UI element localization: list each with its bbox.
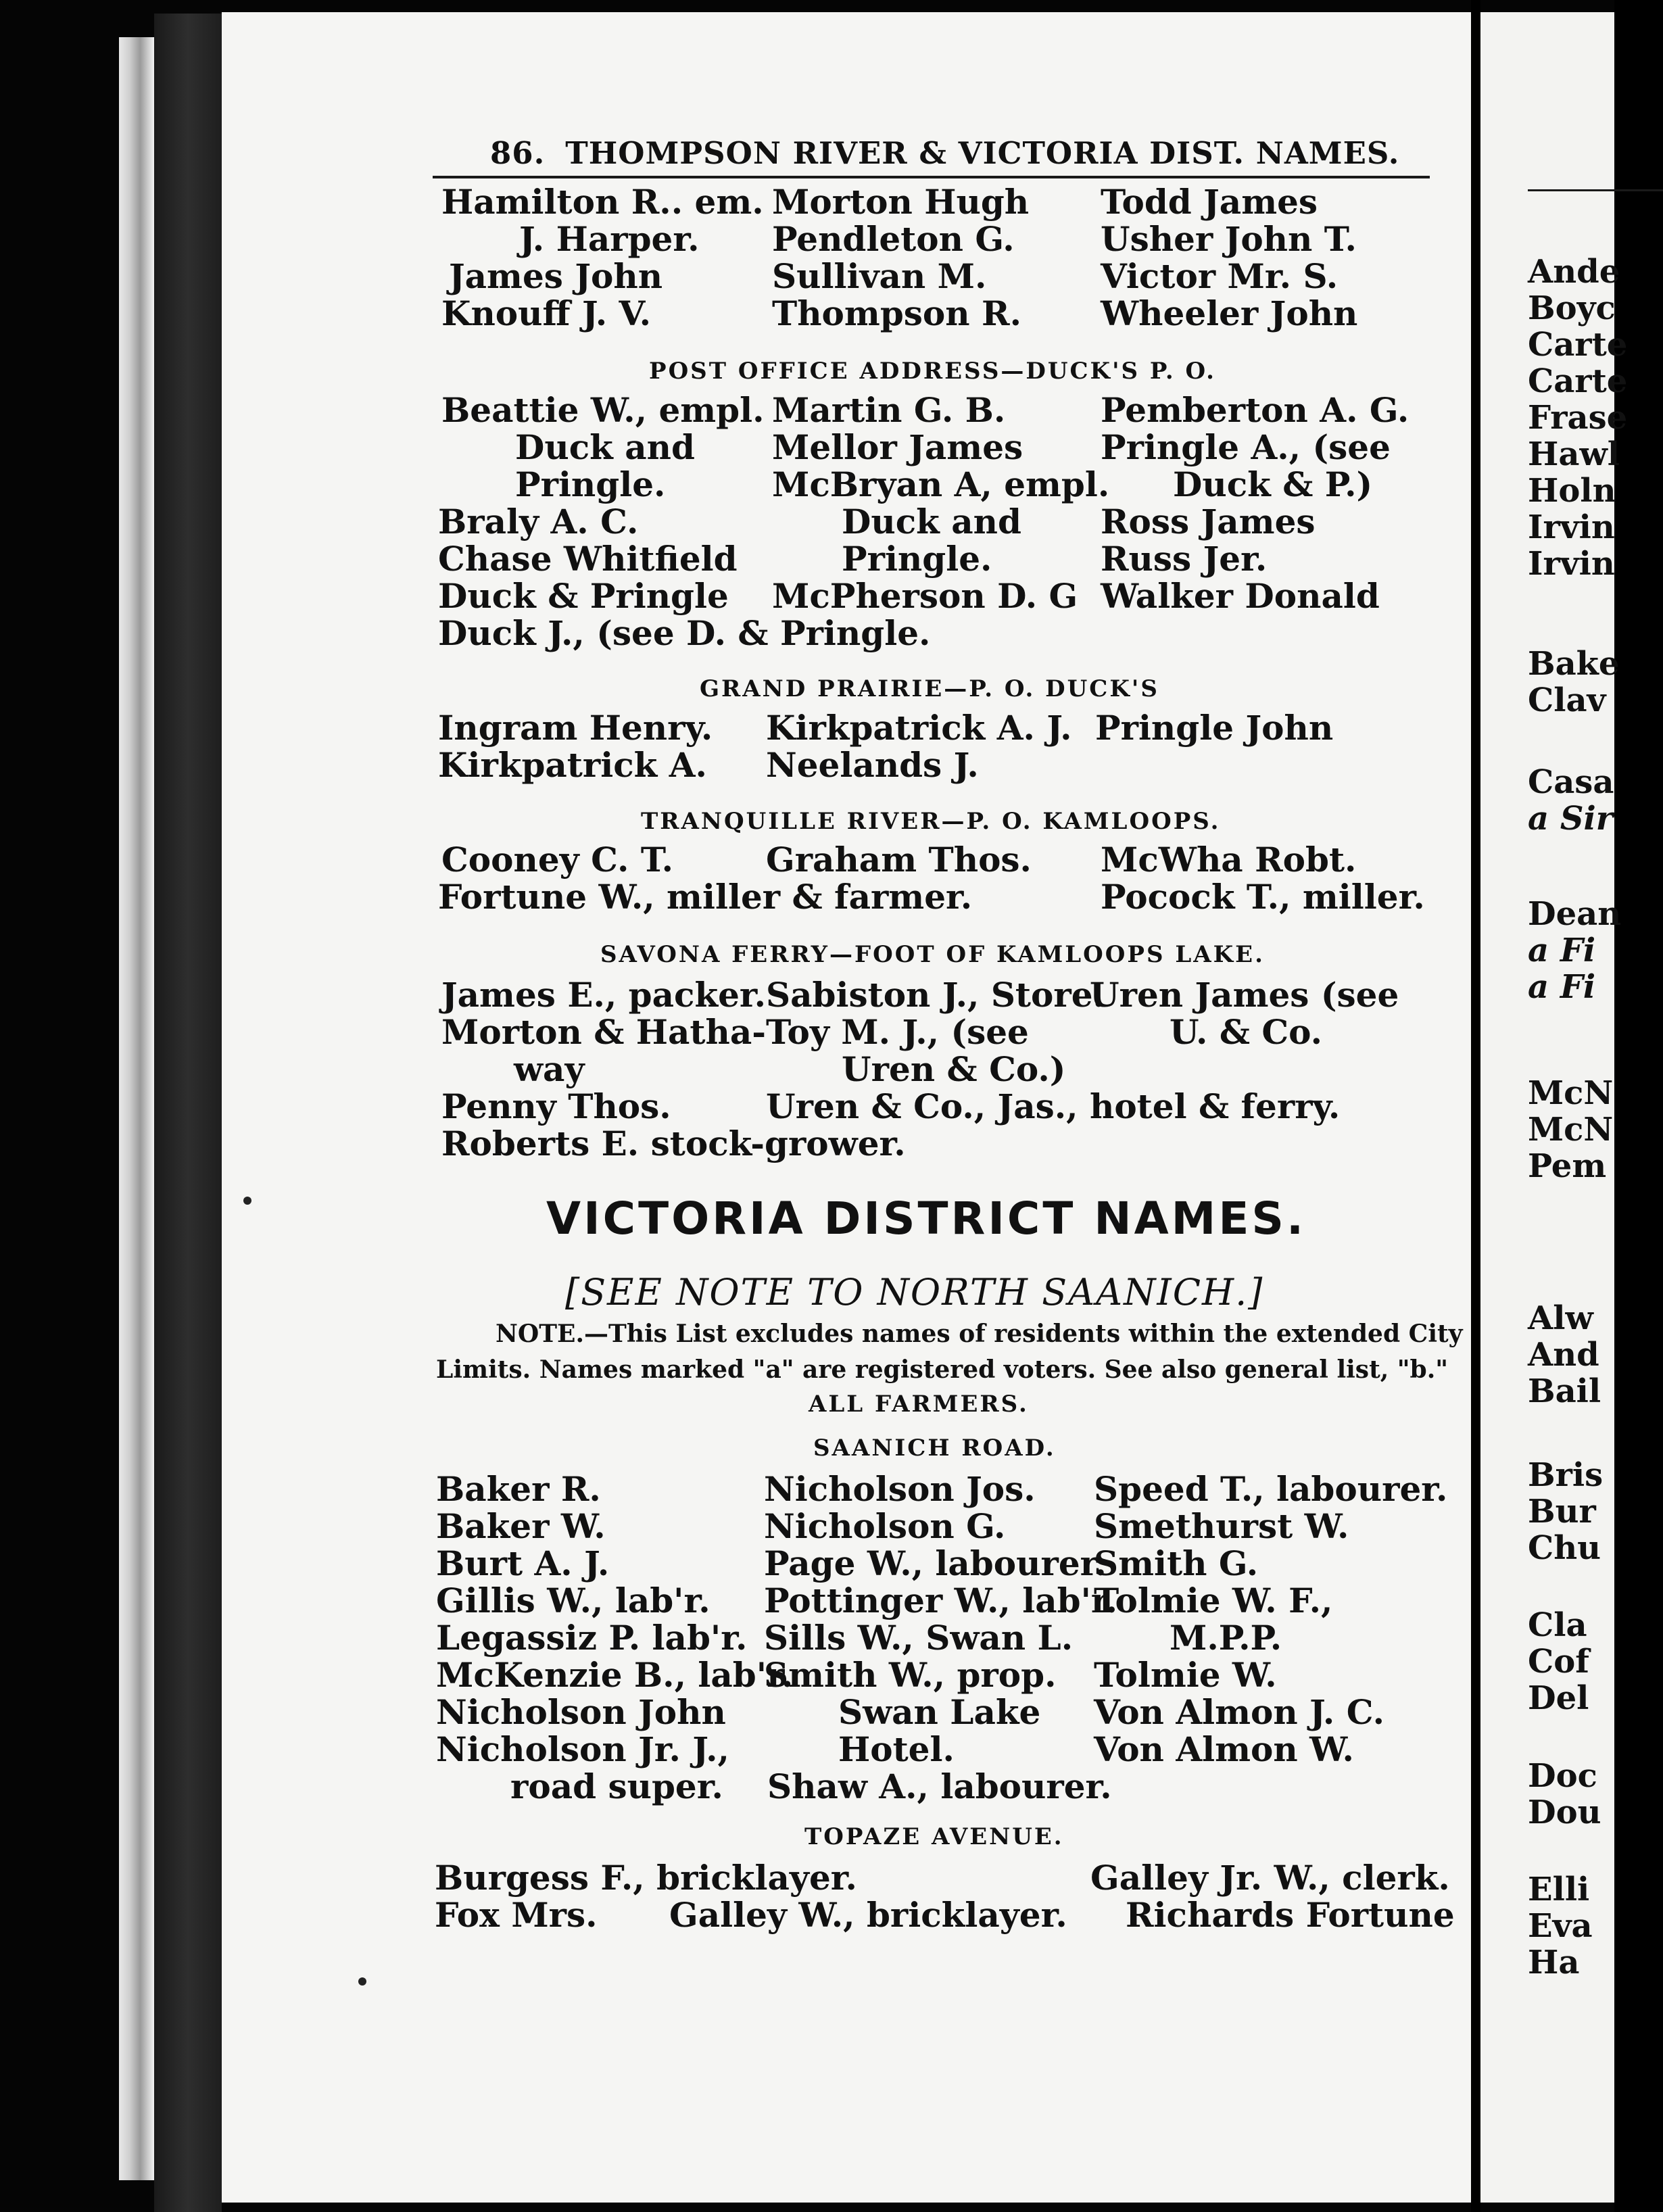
name-entry: Speed T., labourer. bbox=[1094, 1469, 1448, 1509]
facing-entry: Chu bbox=[1528, 1529, 1601, 1567]
facing-entry: Dean bbox=[1528, 895, 1622, 933]
name-entry: Penny Thos. bbox=[441, 1086, 671, 1126]
facing-entry: McN bbox=[1528, 1111, 1614, 1149]
facing-entry: Cla bbox=[1528, 1606, 1587, 1644]
facing-entry: Eva bbox=[1528, 1907, 1593, 1945]
facing-page bbox=[1480, 12, 1628, 2203]
name-entry: Kirkpatrick A. J. bbox=[766, 708, 1072, 748]
header-rule bbox=[433, 176, 1430, 178]
name-entry: Fortune W., miller & farmer. bbox=[438, 877, 973, 917]
facing-entry: Frase bbox=[1528, 399, 1628, 437]
facing-entry: Bris bbox=[1528, 1456, 1604, 1494]
section-heading: SAANICH ROAD. bbox=[813, 1435, 1056, 1462]
name-entry: Sills W., Swan L. bbox=[764, 1618, 1074, 1658]
facing-entry: Holn bbox=[1528, 472, 1616, 510]
name-entry: Fox Mrs. bbox=[435, 1895, 598, 1935]
facing-entry: a Sir bbox=[1528, 800, 1613, 838]
name-entry: Burgess F., bricklayer. bbox=[435, 1858, 857, 1898]
name-entry: Morton Hugh bbox=[772, 182, 1030, 222]
name-entry: Baker R. bbox=[436, 1469, 601, 1509]
name-entry: Knouff J. V. bbox=[441, 293, 652, 333]
page-number: 86. bbox=[490, 135, 546, 171]
name-entry: Shaw A., labourer. bbox=[767, 1766, 1112, 1806]
name-entry: Mellor James bbox=[772, 427, 1023, 467]
name-entry: Uren & Co.) bbox=[842, 1049, 1066, 1089]
section-heading: ALL FARMERS. bbox=[809, 1391, 1029, 1418]
section-subtitle: [SEE NOTE TO NORTH SAANICH.] bbox=[565, 1271, 1264, 1314]
facing-entry: Bail bbox=[1528, 1372, 1601, 1410]
section-heading: POST OFFICE ADDRESS—DUCK'S P. O. bbox=[649, 358, 1216, 385]
page-edge bbox=[119, 37, 154, 2180]
facing-entry: Ande bbox=[1528, 253, 1620, 291]
facing-entry: Irvin bbox=[1528, 508, 1615, 546]
section-title: VICTORIA DISTRICT NAMES. bbox=[546, 1193, 1307, 1245]
name-entry: Russ Jer. bbox=[1101, 539, 1268, 579]
facing-entry: Hawl bbox=[1528, 435, 1620, 473]
name-entry: Hotel. bbox=[838, 1729, 955, 1769]
name-entry: Roberts E. stock-grower. bbox=[441, 1124, 906, 1163]
name-entry: Thompson R. bbox=[772, 293, 1021, 333]
name-entry: Nicholson John bbox=[436, 1692, 726, 1732]
name-entry: Chase Whitfield bbox=[438, 539, 738, 579]
name-entry: Beattie W., empl. bbox=[441, 390, 765, 430]
name-entry: Neelands J. bbox=[766, 745, 979, 785]
name-entry: Martin G. B. bbox=[772, 390, 1006, 430]
name-entry: Pringle. bbox=[515, 464, 666, 504]
facing-entry: And bbox=[1528, 1336, 1599, 1374]
facing-entry: Cof bbox=[1528, 1643, 1589, 1681]
name-entry: Duck and bbox=[515, 427, 695, 467]
facing-entry: a Fi bbox=[1528, 968, 1596, 1006]
name-entry: Page W., labourer. bbox=[764, 1543, 1107, 1583]
name-entry: Pringle. bbox=[842, 539, 992, 579]
facing-entry: Boyc bbox=[1528, 289, 1616, 327]
name-entry: Morton & Hatha- bbox=[441, 1012, 767, 1052]
name-entry: Galley W., bricklayer. bbox=[669, 1895, 1067, 1935]
name-entry: Von Almon J. C. bbox=[1094, 1692, 1385, 1732]
name-entry: Ross James bbox=[1101, 502, 1316, 542]
facing-entry: Ha bbox=[1528, 1944, 1580, 1981]
name-entry: Tolmie W. bbox=[1094, 1655, 1277, 1695]
ink-speck bbox=[243, 1197, 251, 1205]
name-entry: Pringle A., (see bbox=[1101, 427, 1391, 467]
name-entry: road super. bbox=[510, 1766, 723, 1806]
facing-entry: Carte bbox=[1528, 362, 1628, 400]
facing-entry: McN bbox=[1528, 1074, 1614, 1112]
facing-entry: Dou bbox=[1528, 1794, 1601, 1831]
name-entry: McBryan A, empl. bbox=[772, 464, 1110, 504]
name-entry: way bbox=[514, 1049, 585, 1089]
name-entry: Richards Fortune bbox=[1126, 1895, 1455, 1935]
name-entry: Baker W. bbox=[436, 1506, 606, 1546]
book-spine bbox=[154, 14, 222, 2212]
facing-entry: Del bbox=[1528, 1679, 1589, 1717]
name-entry: Pemberton A. G. bbox=[1101, 390, 1409, 430]
name-entry: McPherson D. G bbox=[772, 576, 1078, 616]
name-entry: Hamilton R.. em. bbox=[441, 182, 764, 222]
name-entry: Sabiston J., Store. bbox=[766, 975, 1105, 1015]
facing-entry: Doc bbox=[1528, 1757, 1597, 1795]
name-entry: Burt A. J. bbox=[436, 1543, 610, 1583]
name-entry: Gillis W., lab'r. bbox=[436, 1581, 710, 1620]
section-heading: SAVONA FERRY—FOOT OF KAMLOOPS LAKE. bbox=[600, 941, 1265, 968]
name-entry: Walker Donald bbox=[1101, 576, 1380, 616]
name-entry: Usher John T. bbox=[1101, 219, 1357, 259]
name-entry: Smethurst W. bbox=[1094, 1506, 1349, 1546]
name-entry: U. & Co. bbox=[1170, 1012, 1323, 1052]
page-header bbox=[490, 135, 1399, 171]
name-entry: Duck and bbox=[842, 502, 1021, 542]
name-entry: Todd James bbox=[1101, 182, 1318, 222]
name-entry: Braly A. C. bbox=[438, 502, 639, 542]
facing-entry: Bur bbox=[1528, 1493, 1596, 1531]
facing-entry: a Fi bbox=[1528, 932, 1596, 969]
name-entry: Legassiz P. lab'r. bbox=[436, 1618, 748, 1658]
name-entry: Pottinger W., lab'r. bbox=[764, 1581, 1118, 1620]
note-line: NOTE.—This List excludes names of residents within the extended City bbox=[496, 1320, 1463, 1348]
name-entry: Duck & P.) bbox=[1173, 464, 1373, 504]
name-entry: Ingram Henry. bbox=[438, 708, 713, 748]
name-entry: Smith G. bbox=[1094, 1543, 1259, 1583]
ink-speck bbox=[358, 1977, 366, 1986]
name-entry: Toy M. J., (see bbox=[766, 1012, 1029, 1052]
name-entry: Sullivan M. bbox=[772, 256, 987, 296]
name-entry: Cooney C. T. bbox=[441, 840, 674, 880]
section-heading: TOPAZE AVENUE. bbox=[804, 1823, 1064, 1850]
section-heading: TRANQUILLE RIVER—P. O. KAMLOOPS. bbox=[641, 808, 1221, 835]
facing-entry: Alw bbox=[1528, 1299, 1593, 1337]
facing-entry: Elli bbox=[1528, 1871, 1590, 1908]
name-entry: J. Harper. bbox=[519, 219, 700, 259]
page-gutter bbox=[1471, 0, 1480, 2212]
name-entry: Pendleton G. bbox=[772, 219, 1015, 259]
facing-entry: Bake bbox=[1528, 645, 1620, 683]
name-entry: Swan Lake bbox=[838, 1692, 1041, 1732]
name-entry: Pringle John bbox=[1095, 708, 1334, 748]
name-entry: Uren & Co., Jas., hotel & ferry. bbox=[766, 1086, 1341, 1126]
running-title: THOMPSON RIVER & VICTORIA DIST. NAMES. bbox=[565, 135, 1400, 171]
name-entry: M.P.P. bbox=[1170, 1618, 1282, 1658]
name-entry: Nicholson Jr. J., bbox=[436, 1729, 729, 1769]
facing-entry: Irvin bbox=[1528, 545, 1615, 583]
section-heading: GRAND PRAIRIE—P. O. DUCK'S bbox=[700, 675, 1159, 702]
name-entry: Wheeler John bbox=[1101, 293, 1358, 333]
name-entry: McWha Robt. bbox=[1101, 840, 1357, 880]
note-line: Limits. Names marked "a" are registered voters. See also general list, "b." bbox=[436, 1355, 1448, 1384]
facing-entry: Carte bbox=[1528, 326, 1628, 364]
name-entry: Nicholson Jos. bbox=[764, 1469, 1036, 1509]
name-entry: McKenzie B., lab'r. bbox=[436, 1655, 794, 1695]
facing-entry: Casa bbox=[1528, 763, 1614, 801]
name-entry: James E., packer. bbox=[441, 975, 767, 1015]
name-entry: Duck & Pringle bbox=[438, 576, 729, 616]
name-entry: Graham Thos. bbox=[766, 840, 1032, 880]
name-entry: James John bbox=[449, 256, 663, 296]
name-entry: Von Almon W. bbox=[1094, 1729, 1354, 1769]
name-entry: Smith W., prop. bbox=[764, 1655, 1057, 1695]
name-entry: Kirkpatrick A. bbox=[438, 745, 707, 785]
name-entry: Victor Mr. S. bbox=[1101, 256, 1339, 296]
name-entry: Nicholson G. bbox=[764, 1506, 1006, 1546]
facing-entry: Clav bbox=[1528, 681, 1606, 719]
name-entry: Pocock T., miller. bbox=[1101, 877, 1425, 917]
name-entry: Galley Jr. W., clerk. bbox=[1090, 1858, 1450, 1898]
name-entry: Uren James (see bbox=[1090, 975, 1399, 1015]
facing-entry: Pem bbox=[1528, 1147, 1607, 1185]
name-entry: Tolmie W. F., bbox=[1094, 1581, 1333, 1620]
name-entry: Duck J., (see D. & Pringle. bbox=[438, 613, 931, 653]
facing-header-rule bbox=[1528, 189, 1663, 191]
